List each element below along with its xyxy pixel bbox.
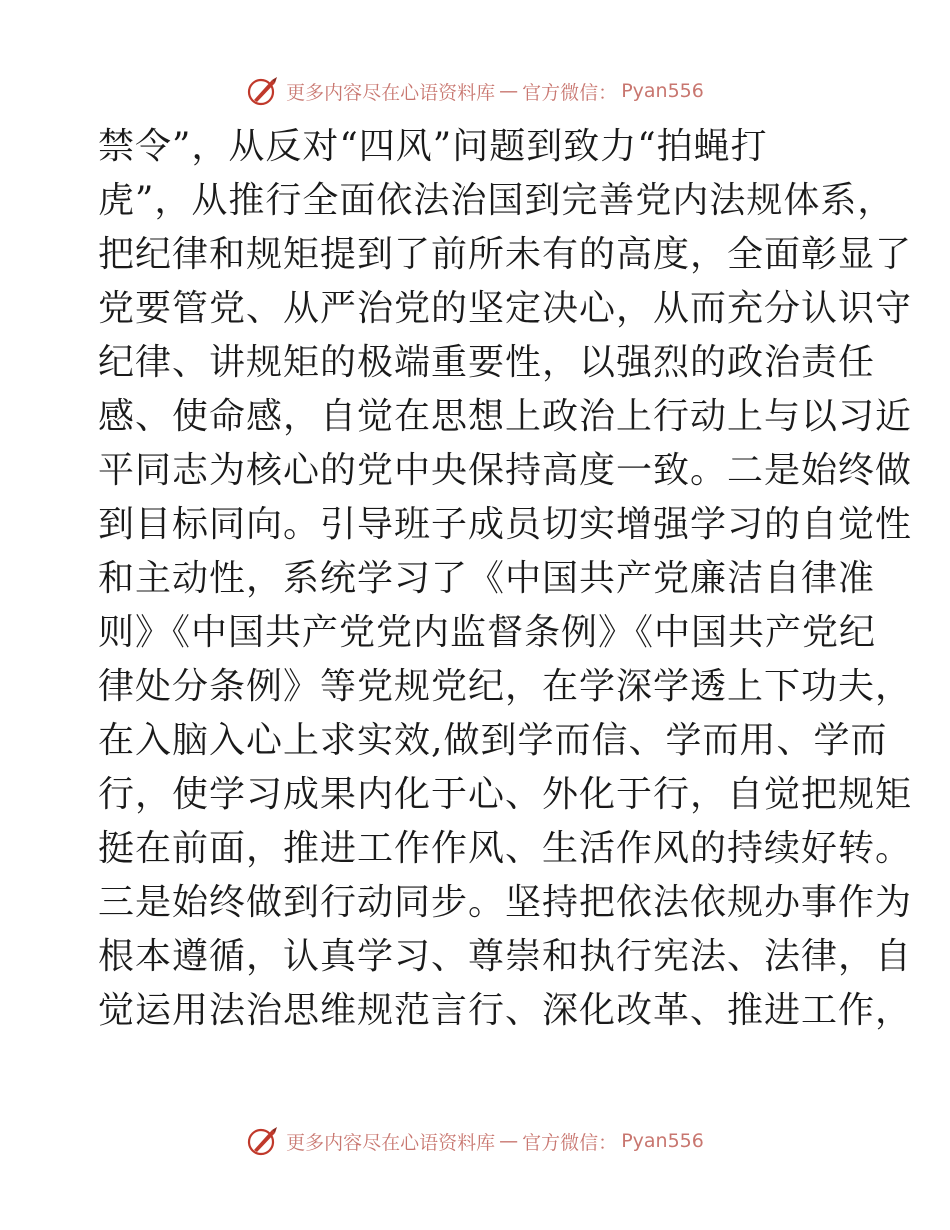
body-line-11: 律处分条例》等党规党纪，在学深学透上下功夫， bbox=[98, 666, 913, 707]
body-line-16: 根本遵循，认真学习、尊崇和执行宪法、法律，自 bbox=[98, 936, 913, 977]
footer-text: 更多内容尽在心语资料库 bbox=[286, 1131, 496, 1154]
footer-wechat-label: 官方微信： bbox=[522, 1131, 618, 1154]
header-banner bbox=[0, 74, 950, 108]
body-line-2: 虎”，从推行全面依法治国到完善党内法规体系， bbox=[98, 180, 895, 221]
body-line-5: 纪律、讲规矩的极端重要性，以强烈的政治责任 bbox=[98, 342, 876, 383]
quill-logo-icon bbox=[246, 1124, 280, 1158]
body-line-4: 党要管党、从严治党的坚定决心，从而充分认识守 bbox=[98, 288, 913, 329]
header-wechat-label: 官方微信： bbox=[522, 81, 618, 104]
body-line-13: 行，使学习成果内化于心、外化于行，自觉把规矩 bbox=[98, 774, 913, 815]
body-line-7: 平同志为核心的党中央保持高度一致。二是始终做 bbox=[98, 450, 913, 491]
header-text: 更多内容尽在心语资料库 bbox=[286, 81, 496, 104]
document-body bbox=[98, 120, 913, 1038]
body-line-3: 把纪律和规矩提到了前所未有的高度，全面彰显了 bbox=[98, 234, 913, 275]
quill-logo-icon bbox=[246, 74, 280, 108]
body-line-6: 感、使命感，自觉在思想上政治上行动上与以习近 bbox=[98, 396, 913, 437]
body-line-14: 挺在前面，推进工作作风、生活作风的持续好转。 bbox=[98, 828, 913, 869]
body-line-17: 觉运用法治思维规范言行、深化改革、推进工作， bbox=[98, 990, 913, 1031]
header-wechat-id: Pyan556 bbox=[621, 80, 704, 102]
header-separator: — bbox=[499, 80, 519, 102]
footer-separator: — bbox=[499, 1130, 519, 1152]
body-line-9: 和主动性，系统学习了《中国共产党廉洁自律准 bbox=[98, 558, 876, 599]
footer-banner bbox=[0, 1124, 950, 1158]
footer-wechat-id: Pyan556 bbox=[621, 1130, 704, 1152]
body-line-12: 在入脑入心上求实效,做到学而信、学而用、学而 bbox=[98, 720, 888, 761]
body-line-15: 三是始终做到行动同步。坚持把依法依规办事作为 bbox=[98, 882, 913, 923]
body-line-8: 到目标同向。引导班子成员切实增强学习的自觉性 bbox=[98, 504, 913, 545]
body-line-1: 禁令”，从反对“四风”问题到致力“拍蝇打 bbox=[98, 126, 768, 167]
body-line-10: 则》《中国共产党党内监督条例》《中国共产党纪 bbox=[98, 612, 877, 653]
